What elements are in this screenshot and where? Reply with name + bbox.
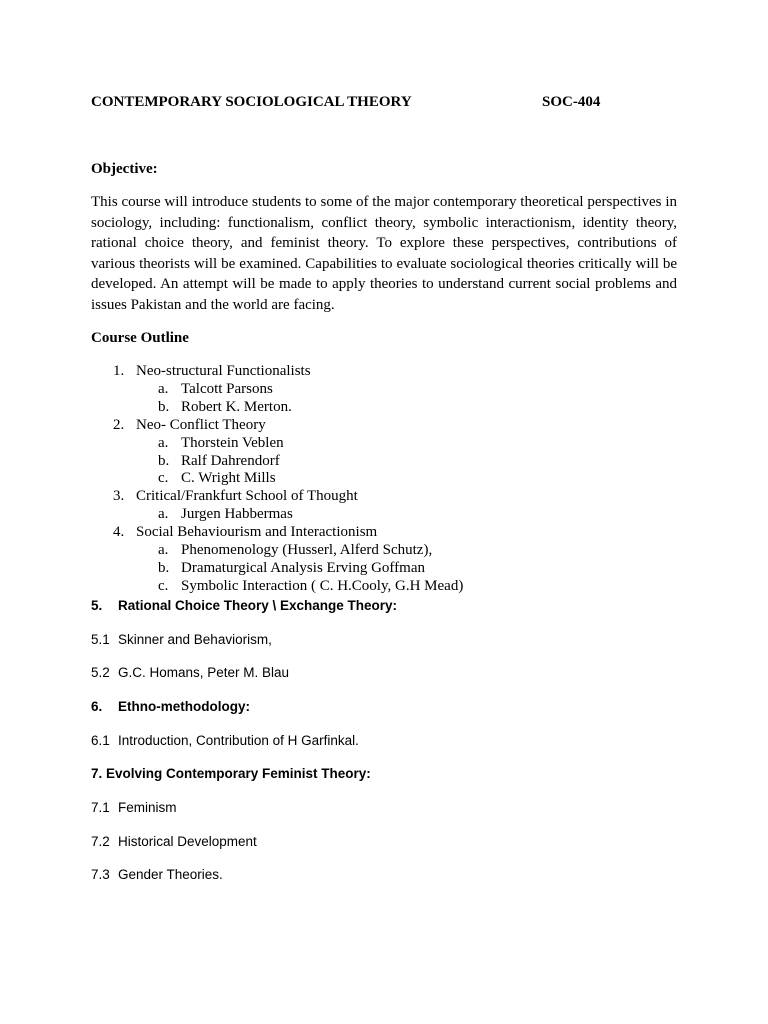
outline-subitem-label: Dramaturgical Analysis Erving Goffman: [181, 559, 425, 576]
objective-heading: Objective:: [91, 161, 158, 177]
section-item-label: Introduction, Contribution of H Garfinkal.: [118, 733, 359, 748]
section-item-label: G.C. Homans, Peter M. Blau: [118, 665, 290, 680]
outline-subitem-letter: b.: [158, 559, 170, 576]
outline-item-number: 3.: [113, 488, 125, 505]
section-item-number: 6.1: [91, 733, 110, 748]
outline-subitem-label: Ralf Dahrendorf: [181, 452, 280, 469]
course-code: SOC-404: [542, 94, 601, 110]
outline-item-label: Critical/Frankfurt School of Thought: [136, 488, 358, 505]
outline-subitem-label: C. Wright Mills: [181, 470, 276, 487]
outline-subitem-label: Symbolic Interaction ( C. H.Cooly, G.H Mead): [181, 577, 464, 594]
section-number: 6.: [91, 699, 103, 714]
section-item-label: Gender Theories.: [118, 867, 223, 882]
section-item-label: Feminism: [118, 800, 177, 815]
course-title: CONTEMPORARY SOCIOLOGICAL THEORY: [91, 94, 412, 110]
section-item-number: 5.2: [91, 665, 110, 680]
section-item-label: Skinner and Behaviorism,: [118, 632, 272, 647]
section-item-number: 5.1: [91, 632, 110, 647]
outline-item-number: 4.: [113, 524, 125, 541]
outline-subitem-label: Jurgen Habbermas: [181, 506, 293, 523]
outline-subitem-letter: a.: [158, 542, 169, 558]
outline-subitem-label: Thorstein Veblen: [181, 434, 284, 451]
outline-item-number: 2.: [113, 416, 125, 433]
section-item-number: 7.3: [91, 867, 110, 882]
outline-item-label: Social Behaviourism and Interactionism: [136, 524, 378, 541]
outline-subitem-letter: a.: [158, 380, 169, 397]
outline-subitem-letter: b.: [158, 452, 170, 469]
outline-subitem-letter: c.: [158, 470, 169, 487]
section-number: 5.: [91, 598, 103, 613]
outline-subitem-label: Robert K. Merton.: [181, 398, 292, 415]
section-item-number: 7.2: [91, 834, 110, 849]
section-heading: 7. Evolving Contemporary Feminist Theory:: [91, 766, 371, 781]
section-heading: Ethno-methodology:: [118, 699, 250, 714]
outline-item-number: 1.: [113, 363, 125, 379]
outline-subitem-letter: b.: [158, 398, 170, 415]
outline-subitem-letter: a.: [158, 506, 169, 523]
course-outline-heading: Course Outline: [91, 330, 189, 346]
section-item-number: 7.1: [91, 800, 110, 815]
outline-subitem-label: Phenomenology (Husserl, Alferd Schutz),: [181, 542, 433, 558]
outline-item-label: Neo-structural Functionalists: [136, 363, 311, 379]
outline-item-label: Neo- Conflict Theory: [136, 416, 266, 433]
outline-subitem-label: Talcott Parsons: [181, 380, 273, 397]
objective-paragraph: This course will introduce students to some of the major contemporary theoretical perspectives in sociology, including: functionalism, conflict theory, symbolic interactionism, identity theory, rational choice theory, and feminist theory. To explore these perspectives, contributions of various theorists will be examined. Capabilities to evaluate sociological theories critically will be developed. An attempt will be made to apply theories to understand current social problems and issues Pakistan and the world are facing.: [91, 194, 677, 313]
section-item-label: Historical Development: [118, 834, 257, 849]
outline-subitem-letter: a.: [158, 434, 169, 451]
section-heading: Rational Choice Theory \ Exchange Theory:: [118, 598, 398, 613]
outline-subitem-letter: c.: [158, 577, 169, 594]
